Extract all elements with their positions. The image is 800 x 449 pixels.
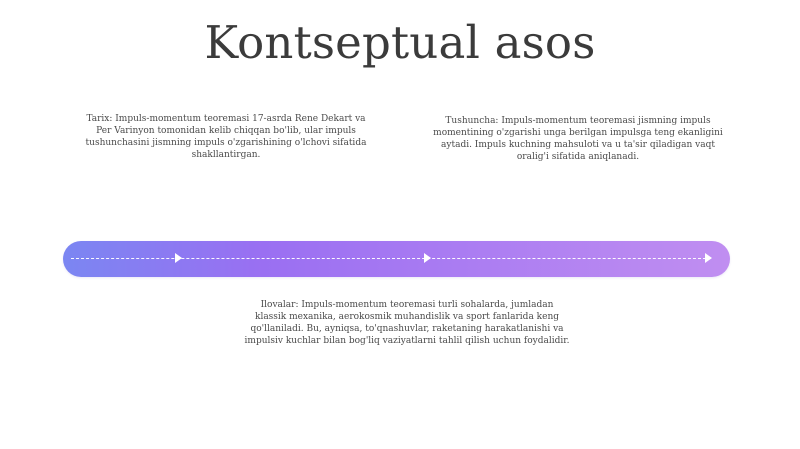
- arrow-right-icon: [705, 253, 712, 263]
- arrow-right-icon: [424, 253, 431, 263]
- history-paragraph: Tarix: Impuls-momentum teoremasi 17-asrda Rene Dekart va Per Varinyon tomonidan kelib chiqqan bo'lib, ular impuls tushunchasini jismning impuls o'zgarishining o'lchovi sifatida shakllantirgan.: [85, 114, 367, 160]
- slide-title: Kontseptual asos: [204, 16, 596, 69]
- timeline-bar: [63, 241, 730, 277]
- concept-paragraph: Tushuncha: Impuls-momentum teoremasi jismning impuls momentining o'zgarishi unga berilgan impulsga teng ekanligini aytadi. Impuls kuchning mahsuloti va u ta'sir qiladigan vaqt oralig'i sifatida aniqlanadi.: [433, 116, 723, 162]
- arrow-right-icon: [175, 253, 182, 263]
- applications-paragraph: Ilovalar: Impuls-momentum teoremasi turli sohalarda, jumladan klassik mexanika, aerokosmik muhandislik va sport fanlarida keng qo'llaniladi. Bu, ayniqsa, to'qnashuvlar, raketaning harakatlanishi va impulsiv kuchlar bilan bog'liq vaziyatlarni tahlil qilish uchun foydalidir.: [244, 300, 570, 346]
- timeline-dashed-line: [71, 258, 711, 259]
